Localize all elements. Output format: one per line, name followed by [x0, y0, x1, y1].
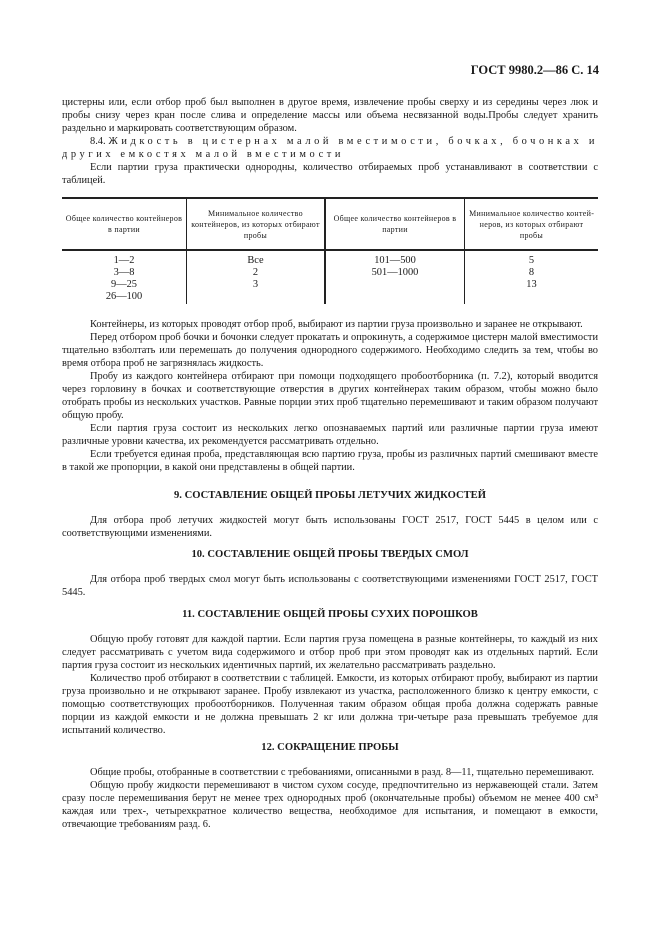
cell-value: 501—1000 — [371, 267, 419, 278]
column-header: Общее количество контейнеров в партии — [62, 198, 187, 250]
paragraph: Общие пробы, отобранные в соответствии с требованиями, описанными в разд. 8—11, тщательно перемешивают. — [90, 767, 595, 778]
paragraph: Перед отбором проб бочки и бочонки следует прокатать и опрокинуть, а содержимое цистерн малой вместимости тщательно взболтать или перемешать до получения однородного содержимого. Необходимо следить за тем, чтобы во время отбора проб не загрязнялась жидкость. — [62, 332, 598, 369]
paragraph: Для отбора проб твердых смол могут быть использованы с соответствующими изменениями ГОСТ 2517, ГОСТ 5445. — [62, 574, 598, 598]
column-header: Минимальное количество контейнеров, из которых отбирают пробы — [465, 198, 599, 250]
paragraph: Если партия груза состоит из нескольких легко опознаваемых партий или различные партии груза имеют различные уровни качества, их рекомендуется рассматривать отдельно. — [62, 423, 598, 447]
paragraph: Общую пробу готовят для каждой партии. Если партия груза помещена в разные контейнеры, то каждый из них следует рассматривать с учетом вида содержимого и отбор проб при этом проводят как из отдельных партий. Если партия груза состоит из нескольких идентичных партий, их желательно рассматривать раздельно. — [62, 634, 598, 671]
paragraph: Пробу из каждого контейнера отбирают при помощи подходящего пробоотборника (п. 7.2), который вводится через горловину в бочках и соответствующие отверстия в других контейнерах таким образом, чтобы можно было отобрать пробы из нескольких участков. Равные порции этих проб тщательно перемешивают и таким образом получают общую пробу. — [62, 371, 598, 421]
cell-value: 3—8 — [113, 267, 135, 278]
paragraph: Если требуется единая проба, представляющая всю партию груза, пробы из различных партий смешивают вместе в такой же пропорции, в какой они представлены в общей партии. — [62, 449, 598, 473]
table-row — [62, 250, 598, 304]
intro-section — [62, 96, 598, 187]
section-heading: 10. СОСТАВЛЕНИЕ ОБЩЕЙ ПРОБЫ ТВЕРДЫХ СМОЛ — [191, 549, 469, 560]
section-11 — [62, 608, 598, 737]
section-10 — [62, 548, 598, 599]
paragraph: цистерны или, если отбор проб был выполнен в другое время, извлечение пробы сверху и из середины через люк и пробы снизу через кран после слива и определение массы или объема несвязанной воды.Пробы следует хранить раздельно и маркировать соответствующим образом. — [62, 97, 598, 134]
paragraph: Контейнеры, из которых проводят отбор проб, выбирают из партии груза произвольно и заранее не открывают. — [90, 319, 583, 330]
sample-count-table — [62, 197, 598, 304]
table-cell — [62, 250, 187, 304]
cell-value: 1—2 — [113, 255, 135, 266]
after-table-section — [62, 318, 598, 474]
paragraph: Общую пробу жидкости перемешивают в чистом сухом сосуде, предпочтительно из нержавеющей стали. Затем сразу после перемешивания берут не менее трех однородных проб (окончательные пробы) объемом не менее 400 см³ каждая или трех-, четырехкратное количество вещества, необходимое для испытания, и помещают в емкости, отвечающие требованиям разд. 6. — [62, 780, 598, 830]
cell-value: 9—25 — [111, 279, 137, 290]
cell-value: 13 — [526, 279, 537, 290]
section-heading: 11. СОСТАВЛЕНИЕ ОБЩЕЙ ПРОБЫ СУХИХ ПОРОШКОВ — [182, 609, 478, 620]
section-heading: 12. СОКРАЩЕНИЕ ПРОБЫ — [261, 742, 399, 753]
cell-value: Все — [247, 255, 264, 266]
section-heading: 9. СОСТАВЛЕНИЕ ОБЩЕЙ ПРОБЫ ЛЕТУЧИХ ЖИДКОСТЕЙ — [174, 490, 486, 501]
cell-value: 8 — [528, 267, 535, 278]
subsection-number: 8.4. — [90, 136, 106, 147]
cell-value: 3 — [252, 279, 259, 290]
cell-value: 2 — [252, 267, 259, 278]
page-header: ГОСТ 9980.2—86 С. 14 — [470, 63, 599, 77]
subsection-heading: Жидкость в цистернах малой вместимости, бочках, бочонках и других емкостях малой вместимости — [62, 136, 598, 160]
cell-value: 26—100 — [105, 291, 143, 302]
cell-value: 101—500 — [374, 255, 416, 266]
section-12 — [62, 741, 598, 831]
cell-value: 5 — [528, 255, 535, 266]
section-9 — [62, 489, 598, 540]
table-header-row — [62, 198, 598, 250]
table-cell — [325, 250, 465, 304]
paragraph: Если партии груза практически однородны, количество отбираемых проб устанавливают в соответствии с таблицей. — [62, 162, 598, 186]
paragraph: Количество проб отбирают в соответствии с таблицей. Емкости, из которых отбирают пробу, выбирают из партии груза произвольно и не открывают заранее. Пробу извлекают из участка, расположенного близко к центру емкости, с помощью соответствующих пробоотборников. Полученная таким образом общая проба должна содержать равные порции из каждой емкости и не должна превышать 2 кг или должна три-четыре раза превышать требуемое для испытаний количество. — [62, 673, 598, 736]
subsection-title — [62, 135, 598, 161]
column-header: Общее количество контейнеров в партии — [325, 198, 465, 250]
paragraph: Для отбора проб летучих жидкостей могут быть использованы ГОСТ 2517, ГОСТ 5445 в целом или с соответствующими изменениями. — [62, 515, 598, 539]
table-cell — [465, 250, 599, 304]
table-cell — [187, 250, 326, 304]
column-header: Минимальное количество контейнеров, из которых отбирают пробы — [187, 198, 326, 250]
